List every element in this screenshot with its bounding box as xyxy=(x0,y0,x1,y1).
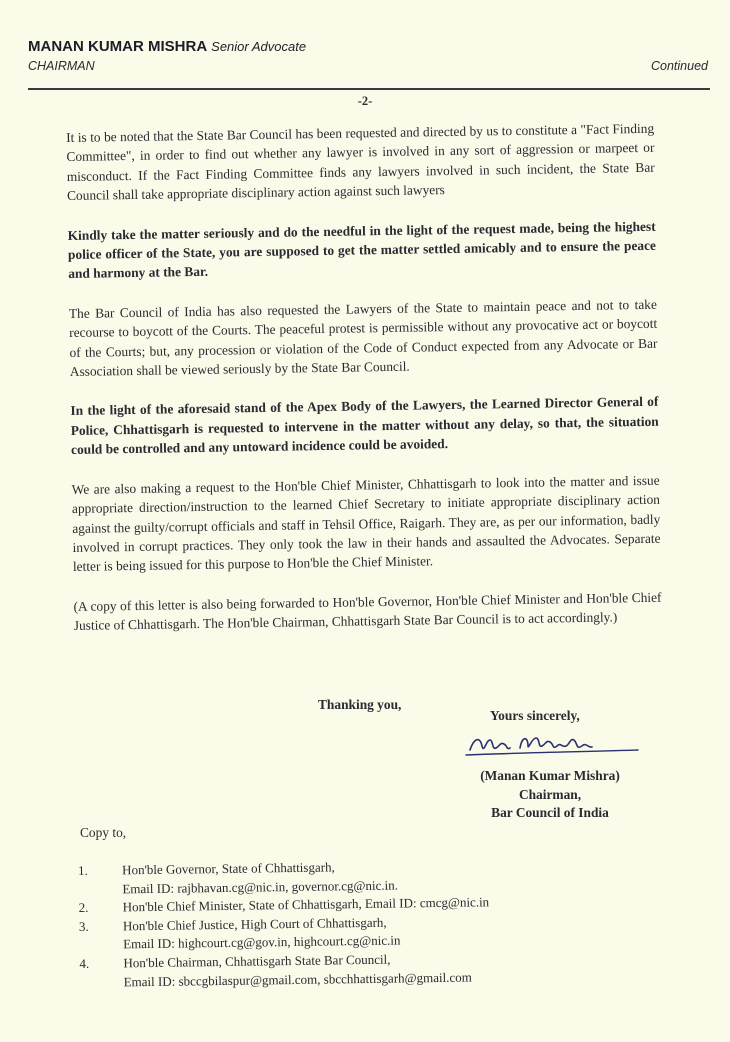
thanking-you: Thanking you, xyxy=(318,697,402,712)
yours-sincerely: Yours sincerely, xyxy=(490,708,580,723)
copy-item-line: Hon'ble Chief Minister, State of Chhattisgarh, Email ID: cmcg@nic.in xyxy=(122,894,490,915)
continued-label: Continued xyxy=(651,59,708,73)
copy-item-number: 4. xyxy=(79,955,90,971)
paragraph-chief-minister: We are also making a request to the Hon'ble Chief Minister, Chhattisgarh to look into the matter and issue appropriate direction/instruction to the learned Chief Secretary to initiate appropriate disciplinary action against the guilty/corrupt officials and staff in Tehsil Office, Raigarh. They are, as per our information, badly involved in corrupt practices. They only took the law in their hands and assaulted the Advocates. Separate letter is being issued for this purpose to Hon'ble the Chief Minister. xyxy=(71,472,661,575)
paragraph-copy-forwarded: (A copy of this letter is also being forwarded to Hon'ble Governor, Hon'ble Chief Minister and Hon'ble Chief Justice of Chhattisgarh. The Hon'ble Chairman, Chhattisgarh State Bar Council is to act accordingly.) xyxy=(73,589,662,634)
paragraph-request-police: Kindly take the matter seriously and do the needful in the light of the request made, being the highest police officer of the State, you are supposed to get the matter settled amicably and to ensure the peace and harmony at the Bar. xyxy=(67,218,657,282)
paragraph-fact-finding: It is to be noted that the State Bar Council has been requested and directed by us to constitute a "Fact Finding Committee", in order to find out whether any lawyer is involved in any sort of aggression or marpeet or misconduct. If the Fact Finding Committee finds any lawyers involved in such incident, the State Bar Council shall take appropriate disciplinary action against such lawyers xyxy=(66,120,655,204)
copy-item-line: Email ID: sbccgbilaspur@gmail.com, sbcchhattisgarh@gmail.com xyxy=(123,969,472,989)
copy-to-list xyxy=(78,855,600,992)
copy-to-label: Copy to, xyxy=(80,825,127,840)
letterhead-position: CHAIRMAN xyxy=(28,59,95,73)
page-number: -2- xyxy=(357,94,373,108)
copy-item-line: Hon'ble Governor, State of Chhattisgarh, xyxy=(122,859,335,878)
letterhead-role: Senior Advocate xyxy=(211,39,307,54)
copy-item-number: 3. xyxy=(78,918,89,934)
copy-item-line: Hon'ble Chief Justice, High Court of Chhattisgarh, xyxy=(122,914,387,934)
paragraph-dgp-intervene: In the light of the aforesaid stand of the Apex Body of the Lawyers, the Learned Director General of Police, Chhattisgarh is requested to intervene in the matter without any delay, so that, the situation could be controlled and any untoward incidence could be avoided. xyxy=(70,394,659,458)
signatory-title: Chairman, xyxy=(518,786,582,802)
letterhead-name: MANAN KUMAR MISHRA xyxy=(28,38,208,55)
signatory-block xyxy=(440,767,660,823)
paragraph-bci-request: The Bar Council of India has also requested the Lawyers of the State to maintain peace and not to take recourse to boycott of the Courts. The peaceful protest is permissible without any provocative act or boycott of the Courts; but, any procession or violation of the Code of Conduct expected from any Advocate or Bar Association shall be viewed seriously by the State Bar Council. xyxy=(68,296,658,380)
copy-item-line: Email ID: highcourt.cg@gov.in, highcourt.cg@nic.in xyxy=(123,932,401,952)
copy-item-line: Email ID: rajbhavan.cg@nic.in, governor.cg@nic.in. xyxy=(122,877,399,896)
signatory-name: (Manan Kumar Mishra) xyxy=(480,768,620,783)
copy-item-number: 2. xyxy=(78,900,89,916)
copy-item-line: Hon'ble Chairman, Chhattisgarh State Bar Council, xyxy=(123,951,391,971)
handwritten-signature xyxy=(462,728,642,762)
copy-item-number: 1. xyxy=(78,862,88,878)
signatory-organization: Bar Council of India xyxy=(491,805,609,820)
copy-to-item xyxy=(79,948,599,992)
